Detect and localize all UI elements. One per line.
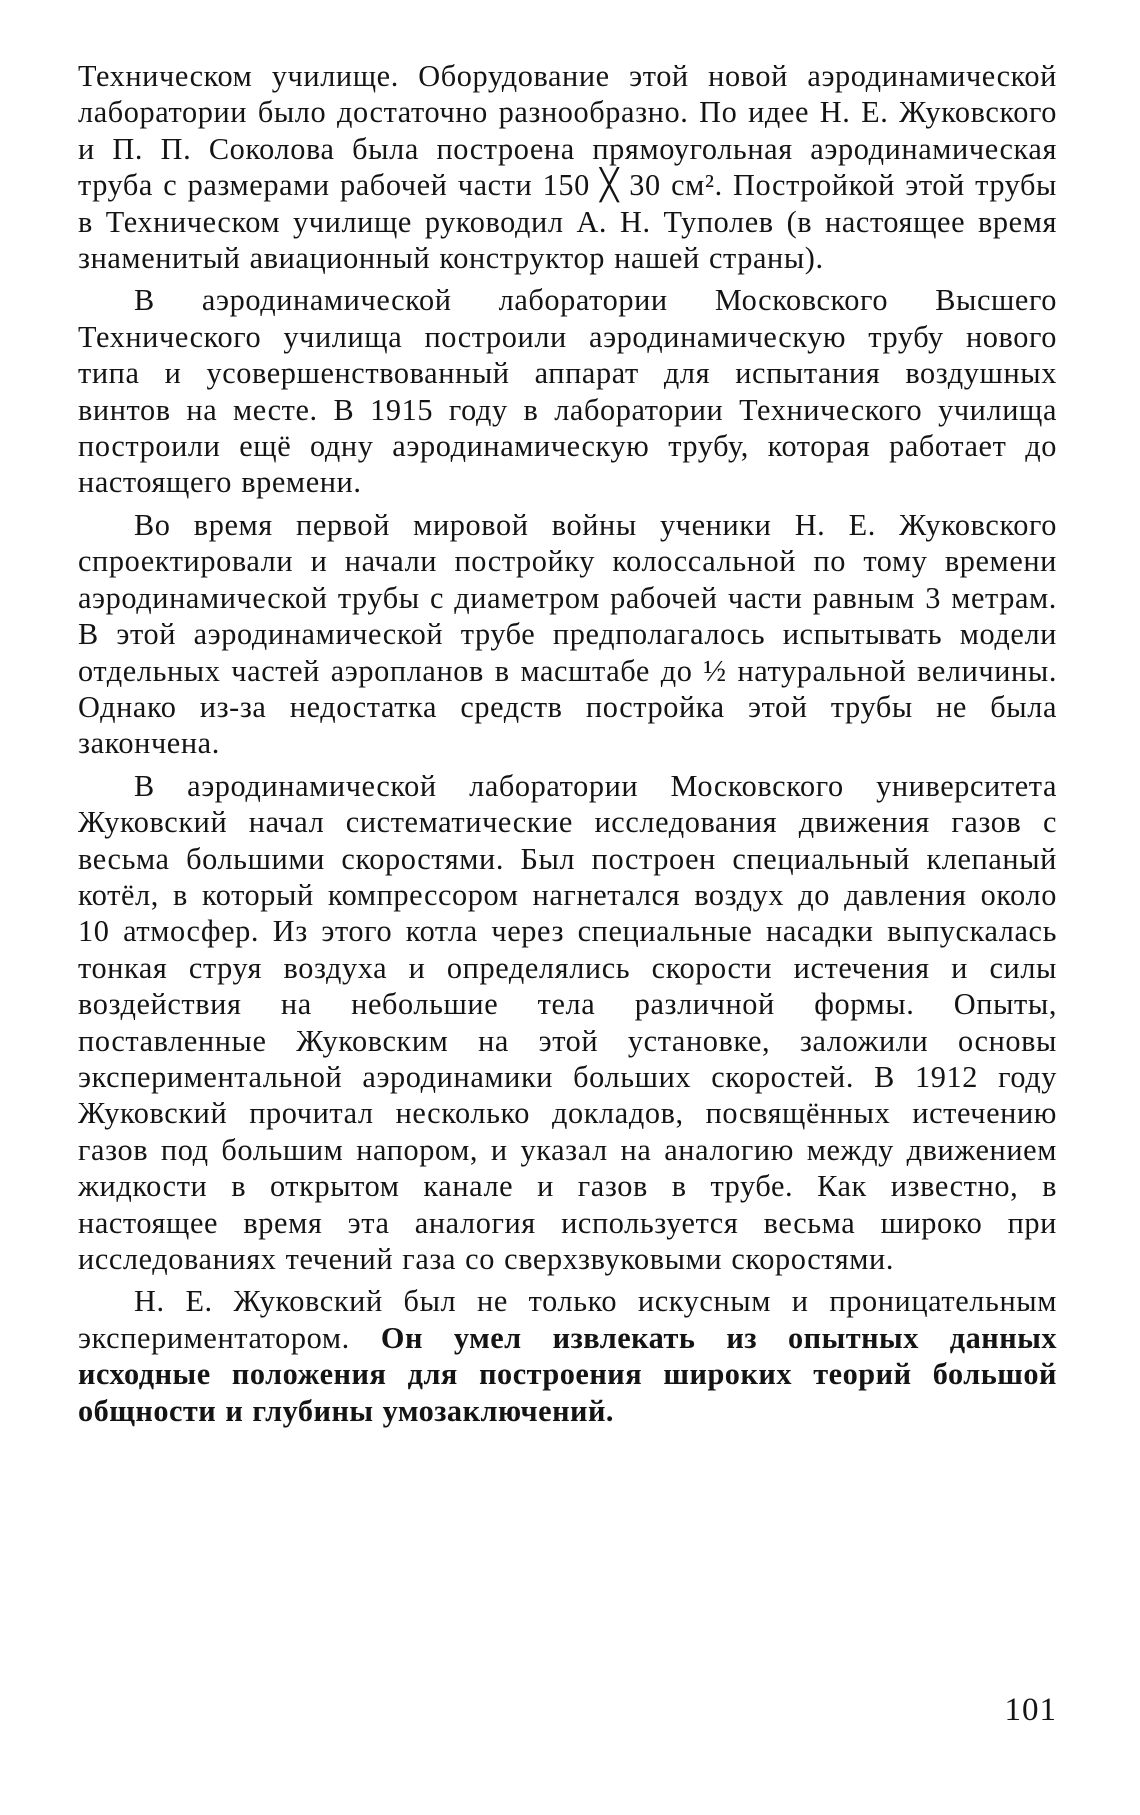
paragraph-5-bold: Он умел извлекать из опытных данных исходные положения для построения широких теорий большой общности и глубины умозаключений. [78, 1320, 1057, 1428]
paragraph-1: Техническом училище. Оборудование этой новой аэродинамической лаборатории было достаточно разнообразно. По идее Н. Е. Жуковского и П. П. Соколова была построена прямоугольная аэродинамическая труба с размерами рабочей части 150 ╳ 30 см². Постройкой этой трубы в Техническом училище руководил А. Н. Туполев (в настоящее время знаменитый авиационный конструктор нашей страны). [78, 59, 1057, 276]
page-number: 101 [1004, 1692, 1057, 1728]
paragraph-4: В аэродинамической лаборатории Московского университета Жуковский начал систематические исследования движения газов с весьма большими скоростями. Был построен специальный клепаный котёл, в который компрессором нагнетался воздух до давления около 10 атмосфер. Из этого котла через специальные насадки выпускалась тонкая струя воздуха и определялись скорости истечения и силы воздействия на небольшие тела различной формы. Опыты, поставленные Жуковским на этой установке, заложили основы экспериментальной аэродинамики больших скоростей. В 1912 году Жуковский прочитал несколько докладов, посвящённых истечению газов под большим напором, и указал на аналогию между движением жидкости в открытом канале и газов в трубе. Как известно, в настоящее время эта аналогия используется весьма широко при исследованиях течений газа со сверхзвуковыми скоростями. [78, 768, 1057, 1276]
paragraph-5-regular: Н. Е. Жуковский был не только искусным и проницательным экспериментатором. [78, 1284, 1057, 1355]
paragraph-5 [78, 1283, 1057, 1429]
paragraph-2: В аэродинамической лаборатории Московского Высшего Технического училища построили аэродинамическую трубу нового типа и усовершенствованный аппарат для испытания воздушных винтов на месте. В 1915 году в лаборатории Технического училища построили ещё одну аэродинамическую трубу, которая работает до настоящего времени. [78, 283, 1057, 500]
paragraph-3: Во время первой мировой войны ученики Н. Е. Жуковского спроектировали и начали постройку колоссальной по тому времени аэродинамической трубы с диаметром рабочей части равным 3 метрам. В этой аэродинамической трубе предполагалось испытывать модели отдельных частей аэропланов в масштабе до ½ натуральной величины. Однако из-за недостатка средств постройка этой трубы не была закончена. [78, 507, 1057, 761]
page-body [78, 58, 1057, 1429]
